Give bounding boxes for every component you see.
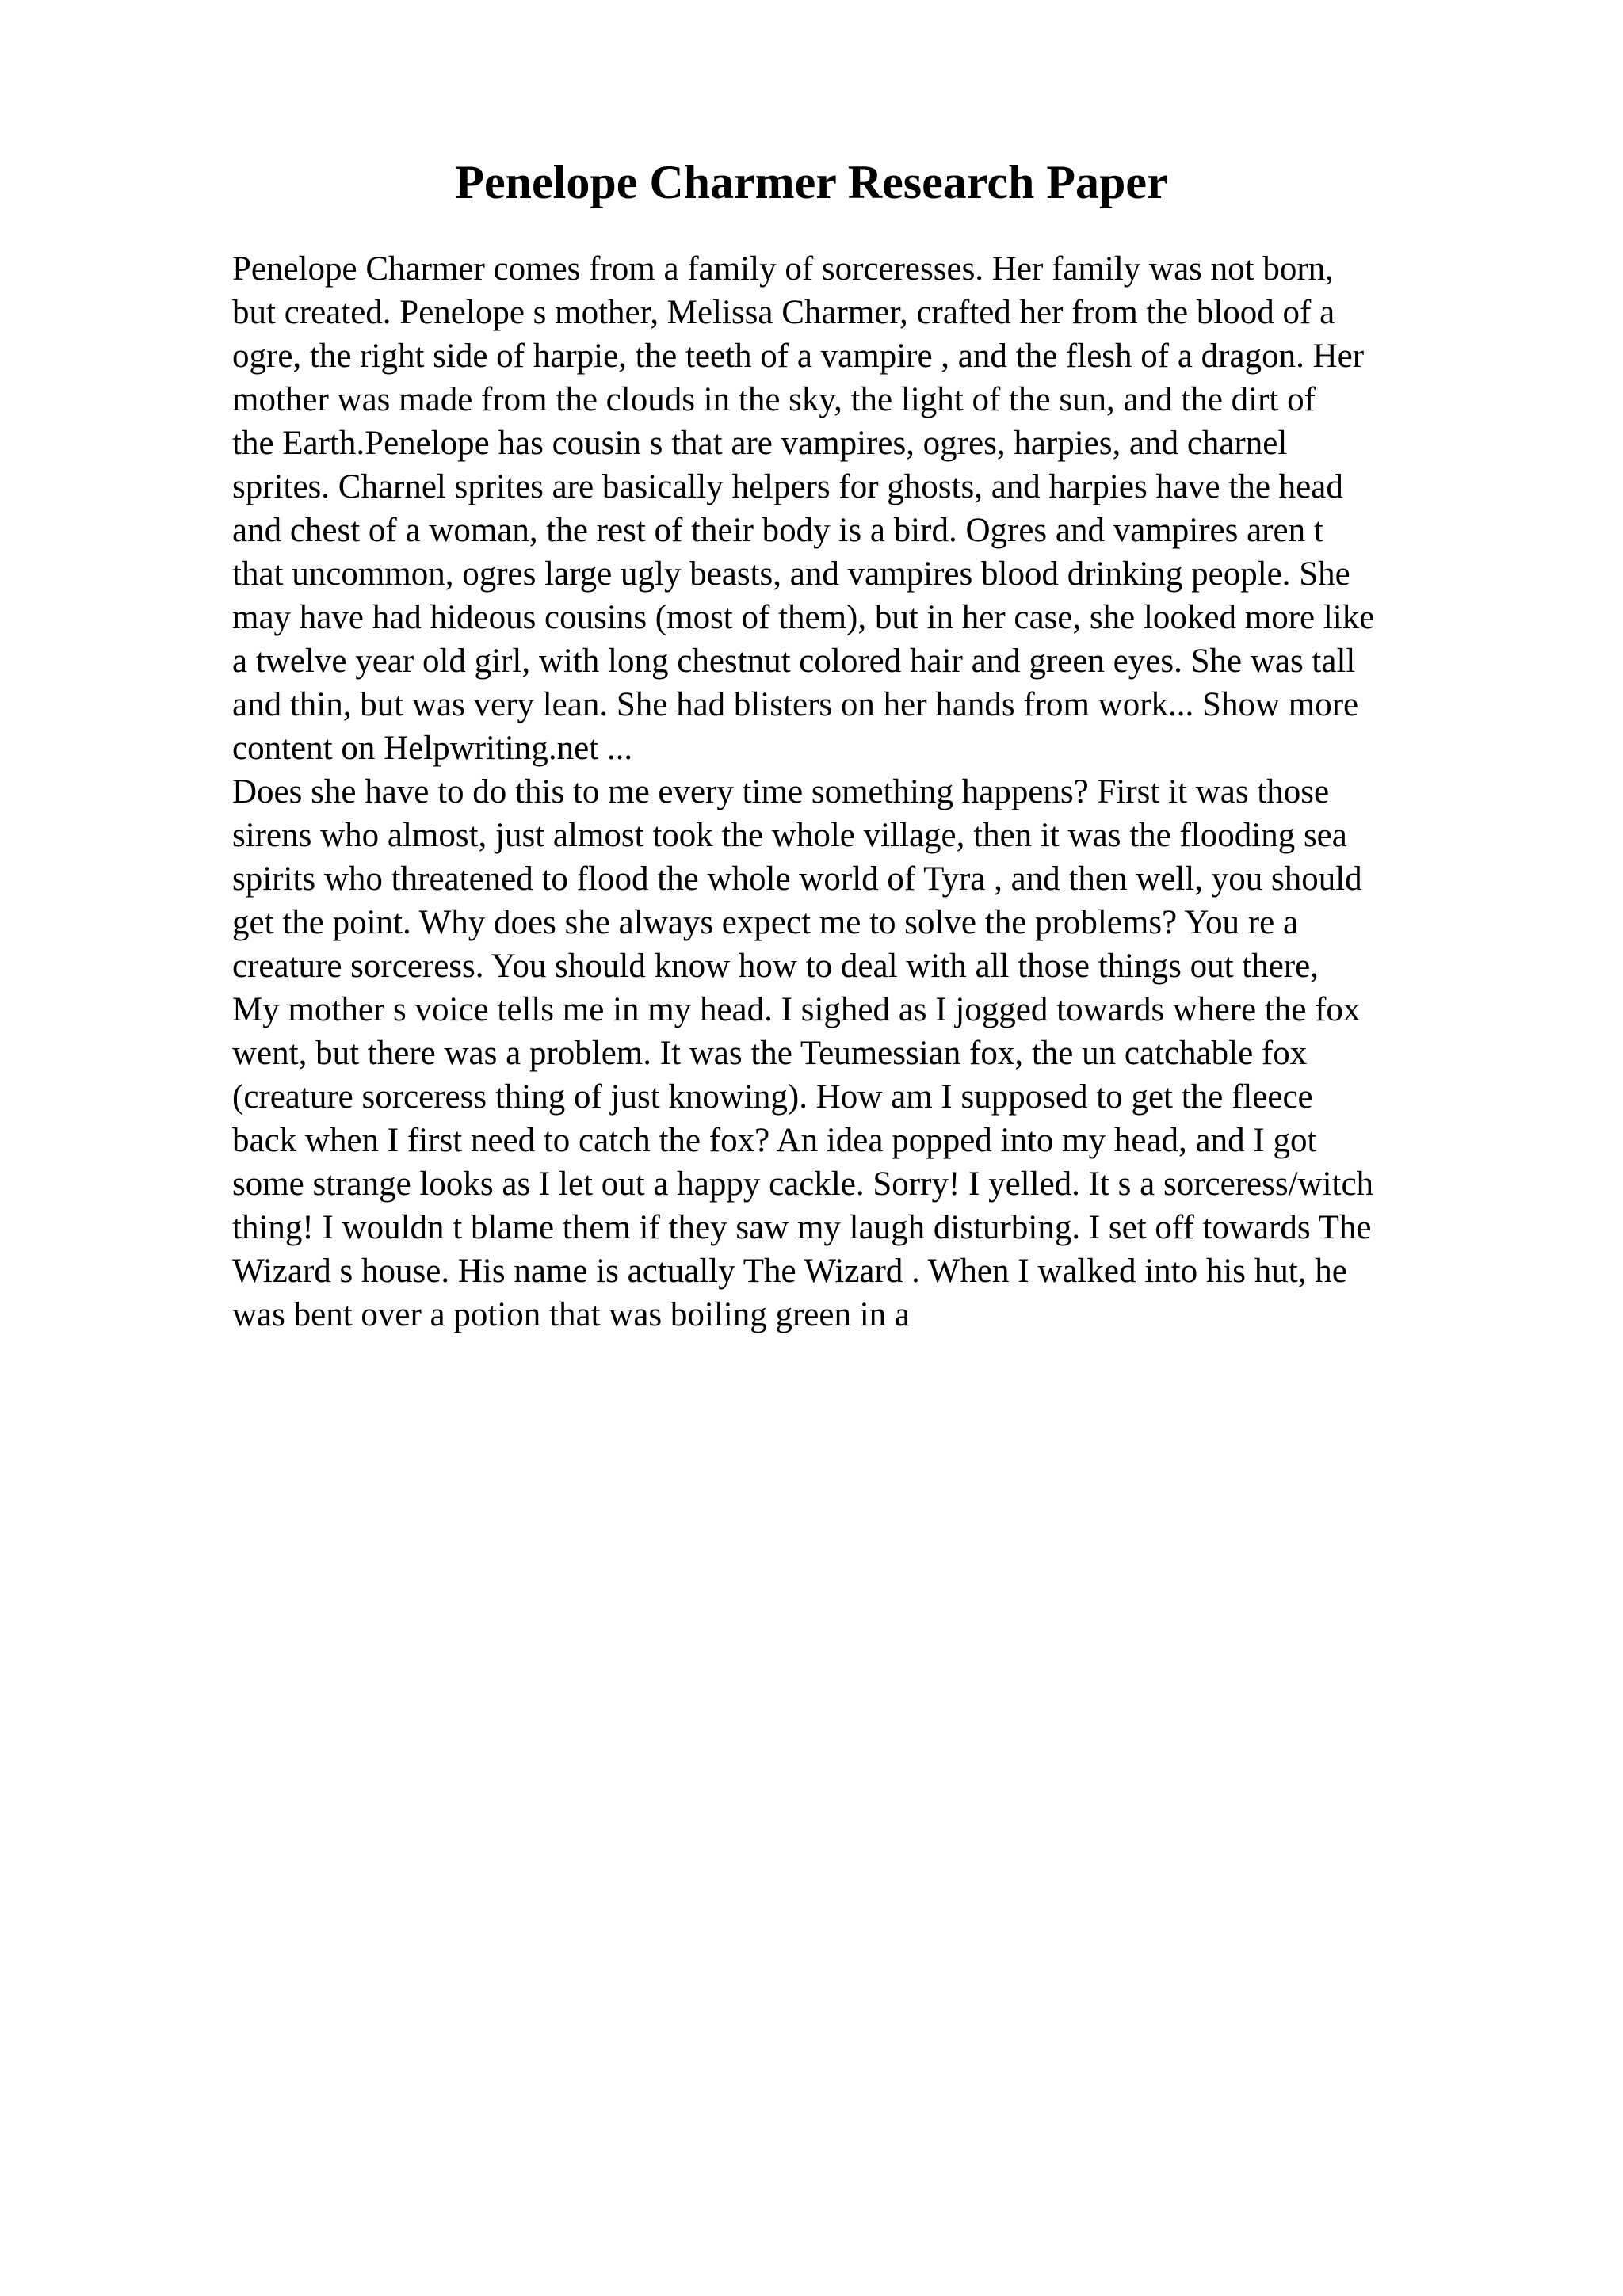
document-body [232, 247, 1484, 1337]
text-line: Wizard s house. His name is actually The Wizard . When I walked into his hut, he [232, 1253, 1347, 1290]
text-line: content on Helpwriting.net ... [232, 730, 633, 767]
text-line: but created. Penelope s mother, Melissa Charmer, crafted her from the blood of a [232, 294, 1335, 331]
text-line: sirens who almost, just almost took the whole village, then it was the flooding sea [232, 817, 1347, 854]
text-line: and thin, but was very lean. She had blisters on her hands from work... Show more [232, 686, 1359, 723]
text-line: spirits who threatened to flood the whole world of Tyra , and then well, you should [232, 860, 1362, 898]
text-line: that uncommon, ogres large ugly beasts, and vampires blood drinking people. She [232, 555, 1350, 593]
text-line: mother was made from the clouds in the sky, the light of the sun, and the dirt of [232, 381, 1316, 418]
document-title: Penelope Charmer Research Paper [455, 156, 1168, 208]
text-line: and chest of a woman, the rest of their body is a bird. Ogres and vampires aren t [232, 512, 1323, 549]
text-line: creature sorceress. You should know how to deal with all those things out there, [232, 948, 1319, 985]
paragraph-1 [232, 247, 1484, 770]
text-line: thing! I wouldn t blame them if they saw my laugh disturbing. I set off towards The [232, 1209, 1372, 1246]
text-line: back when I first need to catch the fox? An idea popped into my head, and I got [232, 1122, 1317, 1159]
text-line: went, but there was a problem. It was the Teumessian fox, the un catchable fox [232, 1035, 1308, 1072]
text-line: was bent over a potion that was boiling green in a [232, 1296, 911, 1333]
text-line: My mother s voice tells me in my head. I sighed as I jogged towards where the fox [232, 991, 1361, 1028]
text-line: sprites. Charnel sprites are basically helpers for ghosts, and harpies have the head [232, 468, 1343, 505]
text-line: the Earth.Penelope has cousin s that are vampires, ogres, harpies, and charnel [232, 425, 1288, 462]
text-line: may have had hideous cousins (most of them), but in her case, she looked more like [232, 599, 1375, 636]
text-line: a twelve year old girl, with long chestnut colored hair and green eyes. She was tall [232, 643, 1356, 680]
text-line: ogre, the right side of harpie, the teeth of a vampire , and the flesh of a dragon. Her [232, 338, 1365, 375]
text-line: some strange looks as I let out a happy cackle. Sorry! I yelled. It s a sorceress/witch [232, 1165, 1374, 1203]
text-line: get the point. Why does she always expect me to solve the problems? You re a [232, 904, 1299, 941]
text-line: Does she have to do this to me every time something happens? First it was those [232, 773, 1330, 810]
text-line: (creature sorceress thing of just knowing). How am I supposed to get the fleece [232, 1078, 1313, 1116]
paragraph-2 [232, 770, 1484, 1337]
text-line: Penelope Charmer comes from a family of sorceresses. Her family was not born, [232, 250, 1334, 288]
